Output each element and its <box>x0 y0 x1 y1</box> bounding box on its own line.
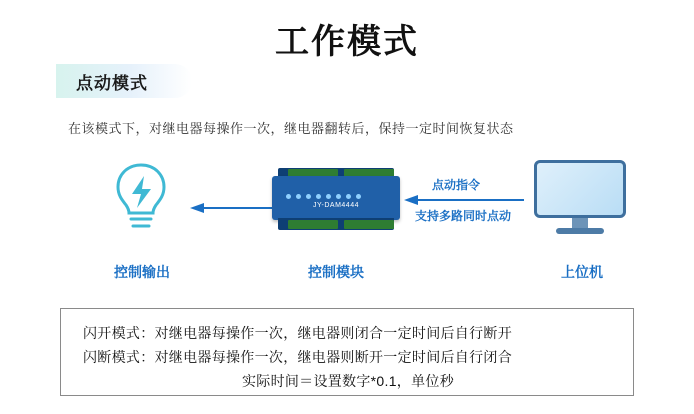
module-led-row <box>286 194 386 199</box>
control-module-device <box>272 168 400 230</box>
caption-control-module: 控制模块 <box>308 264 364 280</box>
module-led <box>316 194 321 199</box>
module-led <box>326 194 331 199</box>
section-badge <box>56 64 192 98</box>
module-led <box>346 194 351 199</box>
module-bottom-connector <box>278 218 394 230</box>
arrow-left-icon-command <box>404 194 524 206</box>
module-led <box>286 194 291 199</box>
module-led <box>306 194 311 199</box>
note-line-flash-close: 闪断模式：对继电器每操作一次，继电器则断开一定时间后自行闭合 <box>83 349 512 365</box>
arrow-left-icon-output <box>190 202 272 214</box>
module-led <box>296 194 301 199</box>
note-line-flash-open: 闪开模式：对继电器每操作一次，继电器则闭合一定时间后自行断开 <box>83 325 512 341</box>
caption-host-computer: 上位机 <box>561 264 603 280</box>
module-led <box>356 194 361 199</box>
command-sublabel: 支持多路同时点动 <box>414 209 511 223</box>
module-terminal-block <box>344 220 394 229</box>
notes-box <box>60 308 634 396</box>
module-body <box>272 176 400 220</box>
page-title: 工作模式 <box>275 23 419 61</box>
module-silkscreen-label: JY-DAM4444 <box>313 202 359 209</box>
caption-control-output: 控制输出 <box>114 264 170 280</box>
lightning-bulb-icon <box>110 162 172 234</box>
monitor-neck <box>572 218 588 228</box>
desktop-monitor-icon <box>534 160 630 238</box>
command-label: 点动指令 <box>432 178 481 192</box>
section-description: 在该模式下，对继电器每操作一次，继电器翻转后，保持一定时间恢复状态 <box>68 121 514 136</box>
module-led <box>336 194 341 199</box>
module-terminal-block <box>288 220 338 229</box>
note-line-time-formula: 实际时间＝设置数字*0.1，单位秒 <box>241 373 454 389</box>
monitor-base <box>556 228 604 234</box>
section-badge-label: 点动模式 <box>76 73 148 93</box>
monitor-screen <box>534 160 626 218</box>
